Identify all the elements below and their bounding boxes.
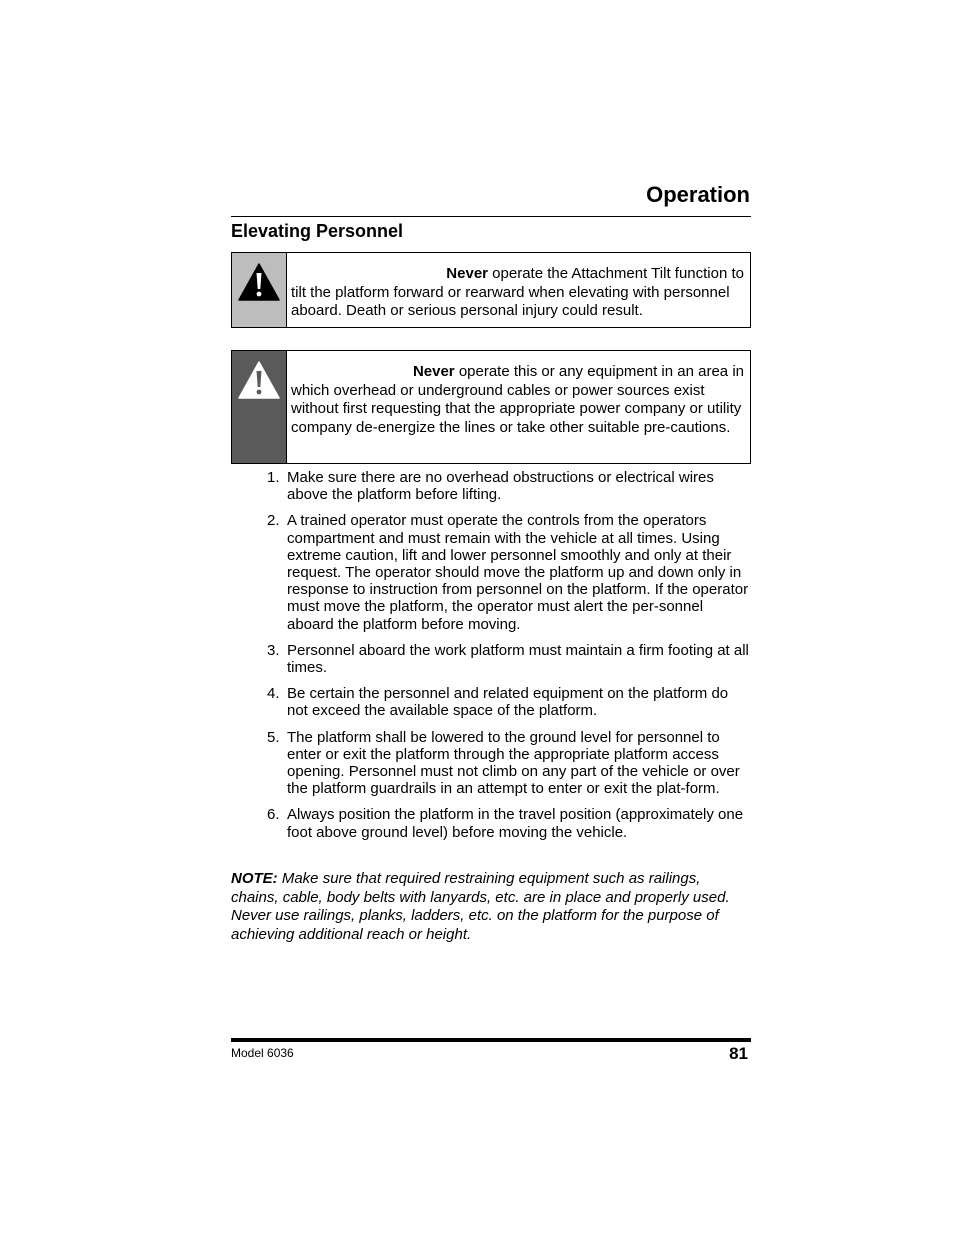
warning-emphasis: Never [412,363,455,380]
step-number: 4. [267,685,280,703]
list-item [231,512,751,632]
subsection-title: Elevating Personnel [231,221,404,241]
footer-divider [231,1038,751,1042]
page-number: 81 [729,1044,748,1063]
step-text: Personnel aboard the work platform must maintain a firm footing at all times. [287,641,749,677]
warning-icon-cell [232,351,287,463]
warning-triangle-icon [238,361,280,399]
step-text: Be certain the personnel and related equipment on the platform do not exceed the available space of the platform. [287,685,729,720]
list-item [231,469,751,503]
list-item [231,729,751,798]
warning-icon-cell [232,253,287,327]
step-number: 6. [267,806,280,824]
note-paragraph [231,870,751,945]
procedure-steps [231,469,751,850]
step-text: Always position the platform in the travel position (approximately one foot above ground level) before moving the vehicle. [287,806,744,841]
section-title: Operation [646,182,750,207]
warning-triangle-icon [238,263,280,301]
step-number: 2. [267,512,280,530]
list-item [231,642,751,676]
footer-model: Model 6036 [231,1046,294,1060]
step-number: 5. [267,728,280,746]
warning-emphasis: Never [446,265,488,282]
note-label: NOTE: [231,870,278,887]
step-text: A trained operator must operate the controls from the operators compartment and must remain with the vehicle at all times. Using extreme caution, lift and lower personnel smoothly and only at their request. The operator should move the platform up and down only in response to instruction from personnel on the platform. If the operator must move the platform, the operator must alert the per-sonnel aboard the platform before moving. [287,512,749,633]
warning-box-2 [231,350,751,464]
warning-lead-text: operate the Attachment Tilt function to [492,265,744,282]
warning-box-1 [231,252,751,328]
note-text: Make sure that required restraining equipment such as railings, chains, cable, body belts with lanyards, etc. are in place and properly used. Never use railings, planks, ladders, etc. on the platform for the purpose of achieving additional reach or height. [231,870,730,944]
warning-body: which overhead or underground cables or power sources exist without first requesting that the appropriate power company or utility company de-energize the lines or take other suitable pre-cautions. [291,381,742,437]
step-number: 3. [267,641,280,659]
step-text: Make sure there are no overhead obstructions or electrical wires above the platform before lifting. [287,469,714,504]
step-text: The platform shall be lowered to the ground level for personnel to enter or exit the platform through the appropriate platform access opening. Personnel must not climb on any part of the vehicle or over the platform guardrails in an attempt to enter or exit the plat-form. [287,728,740,798]
list-item [231,685,751,719]
warning-text [287,253,750,327]
warning-body: tilt the platform forward or rearward when elevating with personnel aboard. Death or serious personal injury could result. [291,283,730,320]
warning-lead-text: operate this or any equipment in an area in [458,363,744,380]
step-number: 1. [267,469,280,486]
warning-lead-line [291,265,744,284]
warning-text [287,351,750,463]
warning-lead-line [291,363,744,382]
header-divider [231,216,751,217]
list-item [231,806,751,840]
